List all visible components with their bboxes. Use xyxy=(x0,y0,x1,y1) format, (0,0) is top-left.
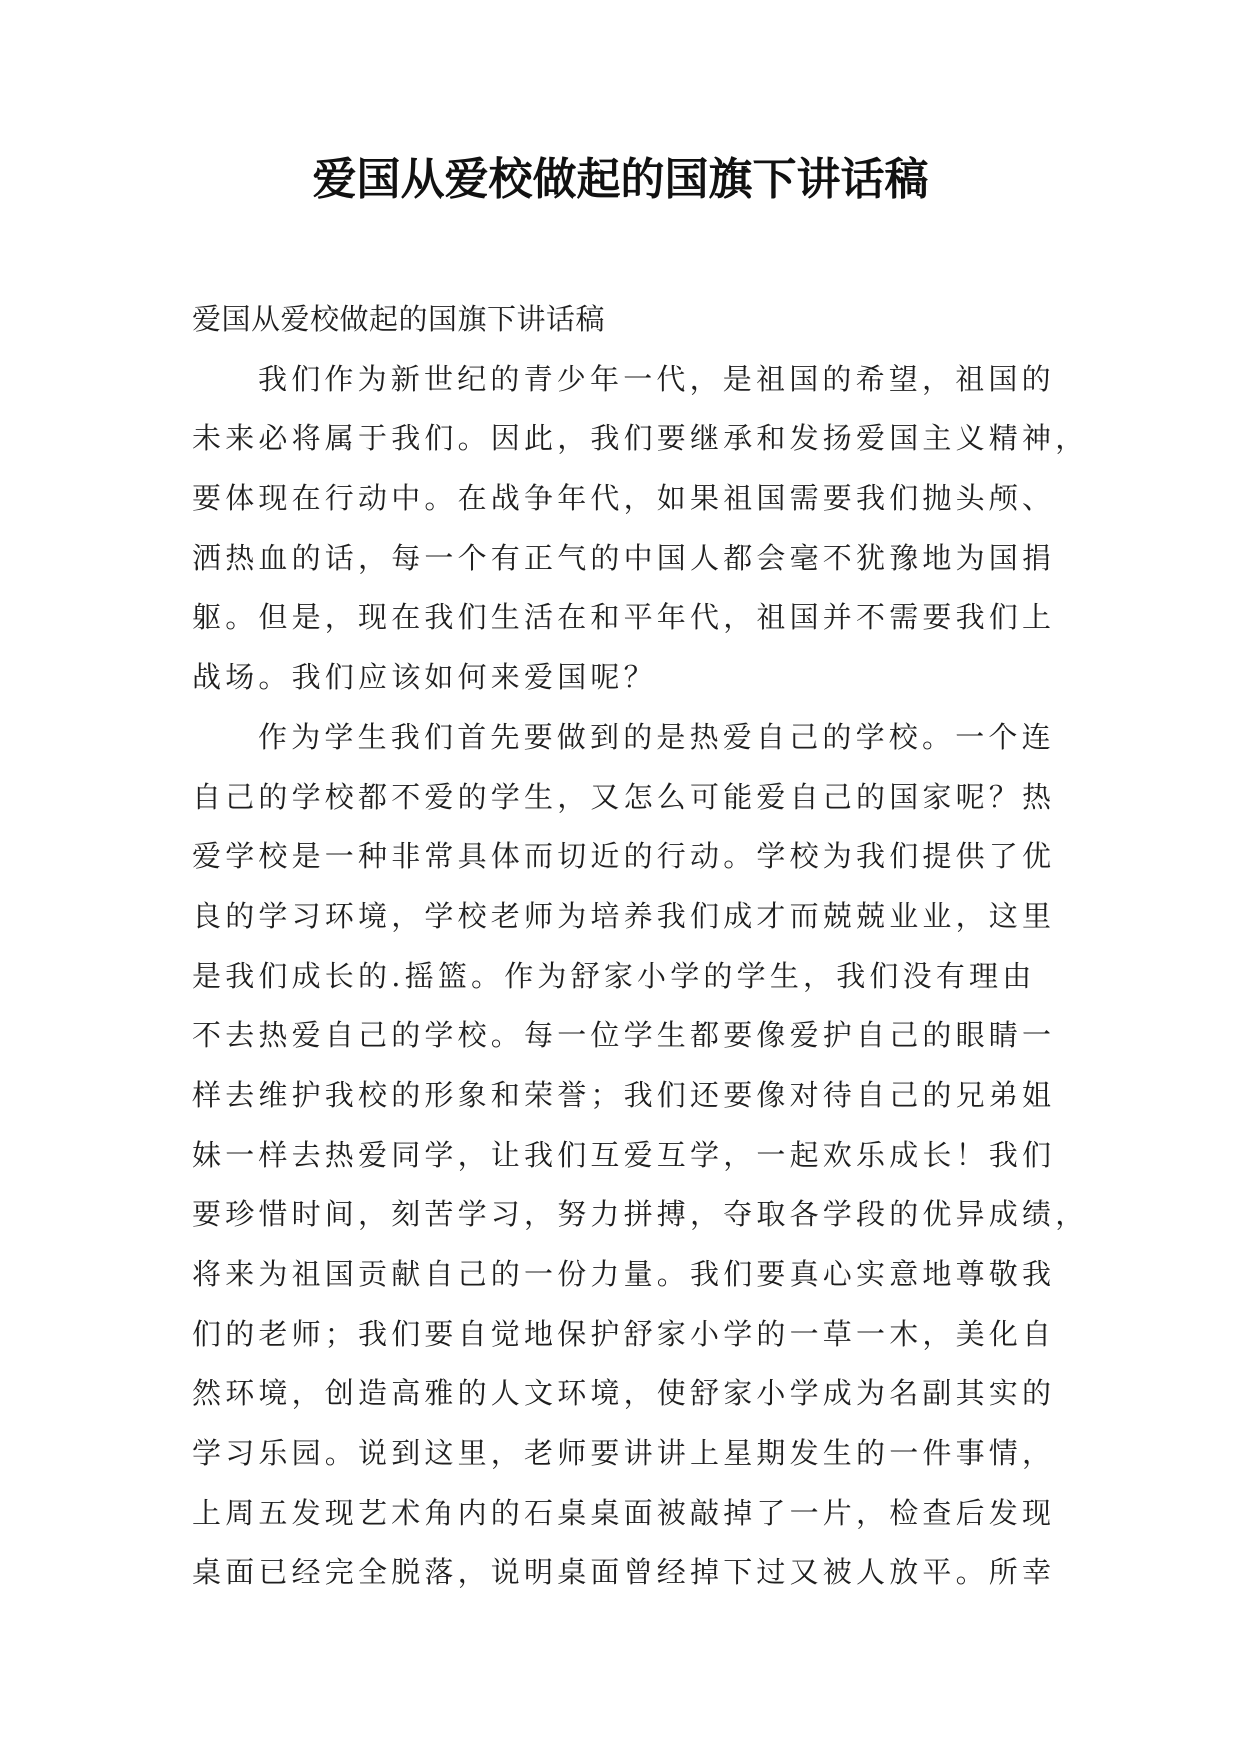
body-text-line: 我们作为新世纪的青少年一代，是祖国的希望，祖国的 xyxy=(258,361,1055,396)
body-text-line: 们的老师；我们要自觉地保护舒家小学的一草一木，美化自 xyxy=(192,1316,1056,1351)
body-text-line: 洒热血的话，每一个有正气的中国人都会毫不犹豫地为国捐 xyxy=(192,540,1056,575)
body-text-line: 要体现在行动中。在战争年代，如果祖国需要我们抛头颅、 xyxy=(192,481,1056,516)
body-text-line: 学习乐园。说到这里，老师要讲讲上星期发生的一件事情， xyxy=(192,1436,1056,1471)
body-text-line: 是我们成长的.摇篮。作为舒家小学的学生，我们没有理由 xyxy=(192,958,1036,993)
body-text-line: 将来为祖国贡献自己的一份力量。我们要真心实意地尊敬我 xyxy=(192,1257,1056,1291)
body-text-line: 作为学生我们首先要做到的是热爱自己的学校。一个连 xyxy=(258,719,1055,754)
body-text-line: 爱学校是一种非常具体而切近的行动。学校为我们提供了优 xyxy=(192,839,1056,874)
document-subtitle-line: 爱国从爱校做起的国旗下讲话稿 xyxy=(192,302,606,336)
body-text-line: 样去维护我校的形象和荣誉；我们还要像对待自己的兄弟姐 xyxy=(192,1077,1056,1112)
body-text-line: 未来必将属于我们。因此，我们要继承和发扬爱国主义精神， xyxy=(192,421,1089,456)
body-text-line: 自己的学校都不爱的学生，又怎么可能爱自己的国家呢？热 xyxy=(192,779,1056,814)
body-text-line: 然环境，创造高雅的人文环境，使舒家小学成为名副其实的 xyxy=(192,1376,1056,1411)
body-text-line: 要珍惜时间，刻苦学习，努力拼搏，夺取各学段的优异成绩， xyxy=(192,1197,1089,1232)
body-text-line: 桌面已经完全脱落，说明桌面曾经掉下过又被人放平。所幸 xyxy=(192,1555,1056,1590)
body-text-line: 良的学习环境，学校老师为培养我们成才而兢兢业业，这里 xyxy=(192,898,1056,933)
body-text-line: 上周五发现艺术角内的石桌桌面被敲掉了一片，检查后发现 xyxy=(192,1495,1056,1530)
document-body xyxy=(192,290,1089,1603)
body-text-line: 战场。我们应该如何来爱国呢？ xyxy=(192,660,657,695)
document-title: 爱国从爱校做起的国旗下讲话稿 xyxy=(312,154,929,205)
body-text-line: 妹一样去热爱同学，让我们互爱互学，一起欢乐成长！我们 xyxy=(192,1137,1056,1172)
body-text-line: 不去热爱自己的学校。每一位学生都要像爱护自己的眼睛一 xyxy=(192,1018,1056,1053)
body-text-line: 躯。但是，现在我们生活在和平年代，祖国并不需要我们上 xyxy=(192,600,1056,635)
